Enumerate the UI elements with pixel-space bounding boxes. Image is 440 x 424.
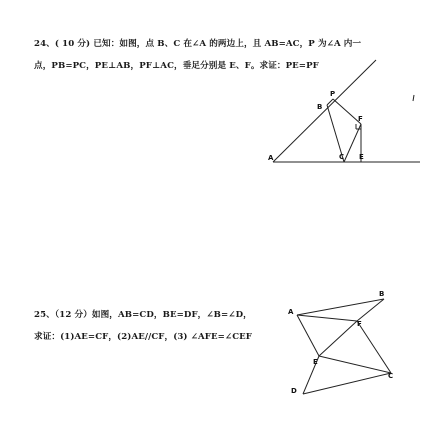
- q25-label-f: F: [357, 320, 362, 328]
- q24-label-f: F: [358, 115, 363, 123]
- q25-segment-bf: [357, 299, 384, 321]
- q25-segment-ab: [297, 299, 384, 315]
- q25-label-e: E: [313, 358, 318, 366]
- q25-segment-af: [297, 315, 357, 321]
- q25-label-c: C: [388, 372, 394, 380]
- q25-label-b: B: [379, 290, 385, 298]
- q25-line-1: 25、（12 分）如图，AB=CD，BE=DF，∠B=∠D，: [34, 310, 252, 320]
- q24-label-b: B: [317, 103, 323, 111]
- q25-segment-ef: [319, 321, 357, 356]
- q25-line-2: 求证：(1)AE=CF，(2)AE//CF，(3) ∠AFE=∠CEF: [34, 332, 253, 342]
- q25-label-d: D: [291, 387, 297, 395]
- q25-label-a: A: [288, 308, 294, 316]
- q24-line-2: 点，PB=PC，PE⊥AB，PF⊥AC，垂足分别是 E、F。求证：PE=PF: [34, 61, 319, 71]
- q24-label-e: E: [359, 153, 364, 161]
- q24-line-1: 24、( 10 分) 已知：如图，点 B、C 在∠A 的两边上，且 AB=AC，P 为∠A 内一: [34, 39, 362, 49]
- q25-segment-ae: [297, 315, 319, 356]
- q25-segment-fc: [357, 321, 391, 373]
- q25-segment-ec: [319, 356, 391, 373]
- q24-label-c: C: [339, 153, 345, 161]
- q24-label-a: A: [268, 154, 274, 162]
- q25-segment-dc: [303, 372, 394, 394]
- q24-label-p: P: [330, 90, 336, 98]
